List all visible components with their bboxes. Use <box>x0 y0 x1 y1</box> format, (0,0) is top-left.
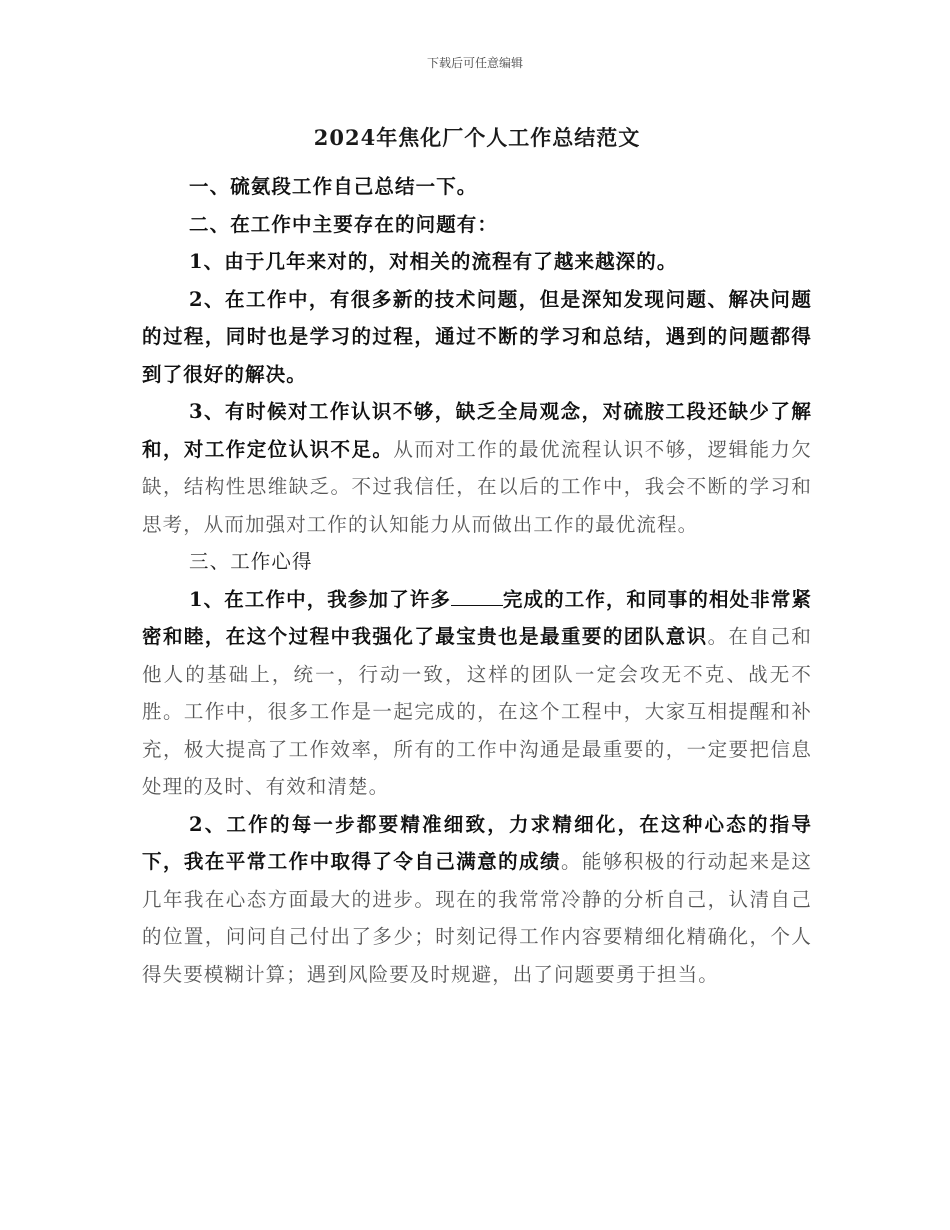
paragraph-5-bold-text: 3、有时候对工作认识不够，缺乏全局观念，对硫胺工段还缺少了解和，对工作定位认识不足。 <box>142 400 812 461</box>
paragraph-4 <box>142 281 812 394</box>
paragraph-2 <box>142 206 812 244</box>
document-title: 2024年焦化厂个人工作总结范文 <box>313 125 641 150</box>
paragraph-4-text: 2、在工作中，有很多新的技术问题，但是深知发现问题、解决问题的过程，同时也是学习的过程，通过不断的学习和总结，遇到的问题都得到了很好的解决。 <box>142 287 812 386</box>
paragraph-6 <box>142 581 812 806</box>
paragraph-6-bold-before: 1、在工作中，我参加了许多 <box>189 587 451 611</box>
header-note: 下载后可任意编辑 <box>426 56 523 70</box>
paragraph-7-normal-text: 。能够积极的行动起来是这几年我在心态方面最大的进步。现在的我常常冷静的分析自己，认清自己的位置，问问自己付出了多少；时刻记得工作内容要精细化精确化，个人得失要模糊计算；遇到风险要及时规避，出了问题要勇于担当。 <box>142 850 812 986</box>
paragraph-6-bold-after: 完成的工作，和同事的相处非常紧密和睦，在这个过程中我强化了最宝贵也是最重要的团队意识 <box>142 587 812 648</box>
paragraph-5-normal-text: 从而对工作的最优流程认识不够，逻辑能力欠缺，结构性思维缺乏。不过我信任，在以后的工作中，我会不断的学习和思考，从而加强对工作的认知能力从而做出工作的最优流程。 <box>142 437 812 536</box>
paragraph-5 <box>142 393 812 543</box>
paragraph-3 <box>142 243 812 281</box>
paragraph-2-text: 二、在工作中主要存在的问题有： <box>189 212 499 236</box>
section-heading-text: 三、工作心得 <box>189 550 313 573</box>
paragraph-1 <box>142 168 812 206</box>
paragraph-1-text: 一、硫氨段工作自己总结一下。 <box>189 175 478 198</box>
document-body <box>142 120 812 993</box>
paragraph-7 <box>142 806 812 994</box>
paragraph-3-text: 1、由于几年来对的，对相关的流程有了越来越深的。 <box>189 250 678 273</box>
fill-in-blank-line <box>451 589 503 606</box>
paragraph-6-normal-text: 。在自己和他人的基础上，统一，行动一致，这样的团队一定会攻无不克、战无不胜。工作中，很多工作是一起完成的，在这个工程中，大家互相提醒和补充，极大提高了工作效率，所有的工作中沟通是最重要的，一定要把信息处理的及时、有效和清楚。 <box>142 625 812 798</box>
section-heading-work-insights <box>142 543 812 581</box>
paragraph-7-bold-text: 2、工作的每一步都要精准细致，力求精细化，在这种心态的指导下，我在平常工作中取得了令自己满意的成绩 <box>142 812 812 873</box>
